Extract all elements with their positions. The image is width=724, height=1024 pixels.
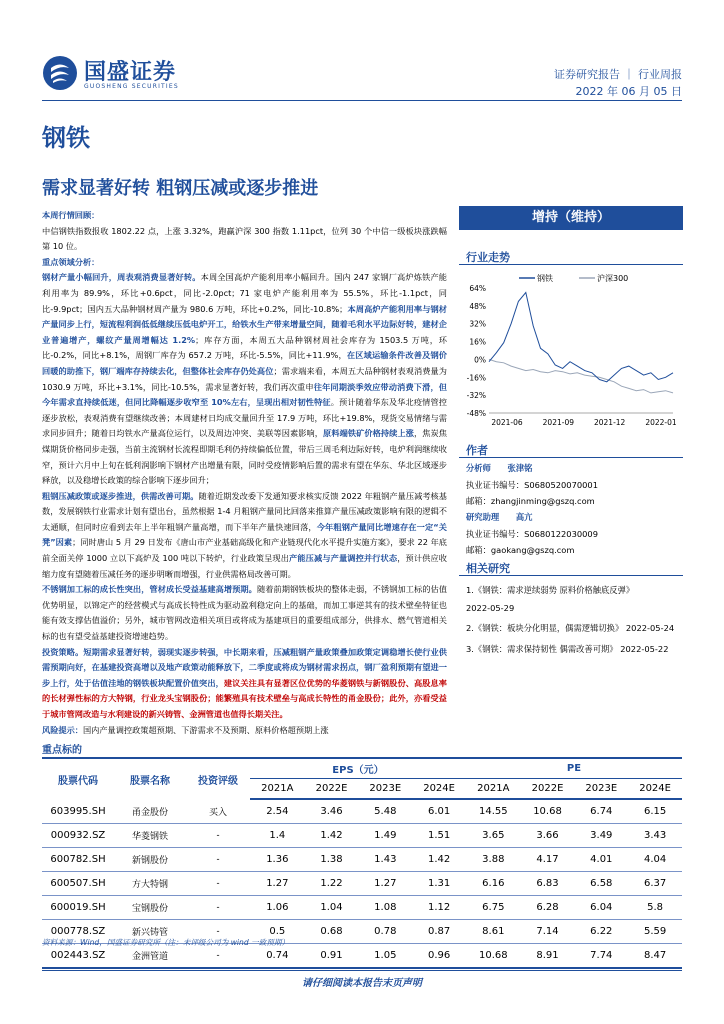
trend-divider xyxy=(459,264,683,265)
assistant-name: 高亢 xyxy=(515,512,533,522)
section-title-weekly-review: 本周行情回顾： xyxy=(42,210,100,220)
stock-rating: - xyxy=(216,878,220,889)
company-logo xyxy=(42,50,192,100)
paragraph-strategy: 投资策略。短期需求显著好转，弱现实逐步转强，中长期来看，压减粗钢产量政策叠加政策定调稳增长使行业供需预期向好，在基建投资高增以及地产政策动能释放下，二季度或将成为钢材需求拐点，钢厂盈利预期有望进一步上行，处于估值洼地的钢铁板块配置价值突出，建议关注具有显著区位优势的华菱钢铁与新钢股份、高股息率的长材弹性标的方大特钢，行业龙头宝钢股份；能繁殖具有技术壁垒与高成长特性的甬金股份；此外，亦看受益于城市管网改造与水利建设的新兴铸管、金洲管道也值得长期关注。 xyxy=(42,646,447,719)
table-cell: 7.74 xyxy=(590,950,613,961)
table-cell: 0.5 xyxy=(269,926,286,937)
y-tick-label: -48% xyxy=(466,409,486,418)
table-cell: 1.43 xyxy=(374,854,397,865)
assistant-cert: 执业证书编号：S0680122030009 xyxy=(466,529,598,539)
analyst-line xyxy=(466,462,532,474)
assistant-line xyxy=(466,511,532,523)
stock-name: 宝钢股份 xyxy=(131,904,168,914)
header-divider xyxy=(42,100,682,101)
author-title: 作者 xyxy=(466,444,488,457)
table-cell: 14.55 xyxy=(478,806,508,817)
stock-name: 华菱钢铁 xyxy=(131,832,168,842)
logo-english: GUOSHENG SECURITIES xyxy=(84,83,179,90)
table-cell: 3.66 xyxy=(536,830,559,841)
stock-code: 002443.SZ xyxy=(50,950,106,961)
header-year: 2022E xyxy=(305,779,359,800)
table-cell: 4.17 xyxy=(536,854,559,865)
table-cell: 0.87 xyxy=(427,926,451,937)
y-tick-label: -32% xyxy=(466,391,486,401)
legend-label-hs300: 沪深300 xyxy=(597,274,629,283)
table-cell: 6.01 xyxy=(427,806,451,817)
table-cell: 1.27 xyxy=(374,878,397,889)
header-year: 2021A xyxy=(250,779,305,800)
stock-code: 000932.SZ xyxy=(50,830,106,841)
stock-name: 方大特钢 xyxy=(131,880,168,890)
table-row xyxy=(42,896,682,920)
table-row xyxy=(42,872,682,896)
author-divider xyxy=(459,457,683,458)
analyst-label: 分析师 xyxy=(466,463,491,473)
table-cell: 0.91 xyxy=(320,950,343,961)
sector-title: 钢铁 xyxy=(42,124,90,152)
related-item[interactable]: 1.《钢铁：需求逆续弱势 原料价格触底反弹》 xyxy=(466,585,635,595)
x-tick-label: 2021-12 xyxy=(593,418,626,427)
series-line-hs300 xyxy=(489,359,673,393)
table-cell: 4.04 xyxy=(643,854,667,865)
table-cell: 1.49 xyxy=(374,830,397,841)
y-tick-label: 32% xyxy=(469,319,486,329)
table-cell: 1.51 xyxy=(427,830,451,841)
table-cell: 4.01 xyxy=(590,854,613,865)
table-cell: 1.36 xyxy=(266,854,289,865)
stock-rating: - xyxy=(216,926,220,937)
table-cell: 6.37 xyxy=(643,878,667,889)
table-cell: 6.74 xyxy=(590,806,613,817)
table-cell: 1.42 xyxy=(320,830,343,841)
table-cell: 1.22 xyxy=(320,878,343,889)
table-cell: 1.4 xyxy=(269,830,286,841)
stock-rating: - xyxy=(216,854,220,865)
table-cell: 3.46 xyxy=(320,806,343,817)
trend-title: 行业走势 xyxy=(466,251,510,264)
stock-name: 新兴铸管 xyxy=(131,928,168,938)
guosheng-logo-icon xyxy=(42,55,78,91)
table-cell: 0.74 xyxy=(266,950,289,961)
related-item[interactable]: 3.《钢铁：需求保持韧性 偶需改善可期》 2022-05-22 xyxy=(466,644,669,654)
x-tick-label: 2022-01 xyxy=(645,418,677,427)
analyst-cert: 执业证书编号：S0680520070001 xyxy=(466,480,598,490)
table-cell: 3.88 xyxy=(482,854,505,865)
paragraph-production-cut: 粗钢压减政策或逐步推进，供需改善可期。随着近期发改委下发通知要求核实反馈 2022 年粗钢产量压减考核基数，发展钢铁行业需求计划有望出台，虽然根据 1-4 月粗钢产量同比回落来推算产量压减政策影响有限的逻辑不太通顺，但同时应看到去年上半年粗钢产量高增，而下半年产量快速回落，今年粗钢产量同比增速存在一定“关凳”因素；同时唐山 5 月 29 日发布《唐山市产业基础高级化和产业链现代化水平提升实施方案》，要求 22 年底前全面关停 1000 立以下高炉及 100 吨以下转炉，行业政策呈现出产能压减与产量调控并行状态，预计供应收缩力度有望随着压减任务的逐步明晰而增强，行业供需格局改善可期。 xyxy=(42,490,447,579)
header-name: 股票名称 xyxy=(114,758,186,799)
table-cell: 8.47 xyxy=(643,950,667,961)
header-year: 2022E xyxy=(521,779,575,800)
table-cell: 3.49 xyxy=(590,830,613,841)
table-cell: 5.48 xyxy=(374,806,397,817)
related-title: 相关研究 xyxy=(466,562,510,575)
series-line-steel xyxy=(489,293,673,382)
table-cell: 8.91 xyxy=(536,950,559,961)
table-cell: 6.58 xyxy=(590,878,613,889)
table-cell: 3.43 xyxy=(643,830,667,841)
table-cell: 1.27 xyxy=(266,878,289,889)
related-item[interactable]: 2.《钢铁：板块分化明显，偶需逻辑切换》 2022-05-24 xyxy=(466,623,675,633)
table-cell: 1.42 xyxy=(427,854,451,865)
table-cell: 1.04 xyxy=(320,902,343,913)
x-tick-label: 2021-06 xyxy=(491,418,523,427)
paragraph-supply-demand: 钢材产量小幅回升，周表观消费显著好转。本周全国高炉产能利用率小幅回升。国内 247 家钢厂高炉炼铁产能利用率为 89.9%，环比+0.6pct，同比-2.0pct；71 家电炉产能利用率为 55.5%，环比-1.1pct，同比-9.9pct；国内五大品种钢材周产量为 980.6 万吨，环比+0.2%，同比-10.8%；本周高炉产能利用率与钢材产量同步上行，短流程利润低低继续压低电炉开工，给铁水生产带来增量空间，随着毛利水平边际好转，建材企业普遍增产，螺纹产量周增幅达 1.2%；库存方面，本周五大品种钢材周社会库存为 1503.5 万吨，环比-0.2%，同比+8.1%，周钢厂库存为 657.2 万吨，环比-5.5%，同比+11.9%，在区域运输条件改善及钢价回暖的助推下，钢厂端库存持续去化，但整体社会库存仍处高位；需求端来看，本周五大品种钢材表观消费量为 1030.9 万吨，环比+3.1%，同比-10.5%，需求显著好转，我们再次重申往年同期淡季效应带动消费下滑，但今年需求直持续低迷，但同比降幅逐步收窄至 10%左右，呈现出相对韧性特征。预计随着华东及华北疫情管控逐步放松，表观消费有望继续改善；本周建材日均成交量回升至 17.9 万吨，环比+19.8%，现货交易情绪与需求同步回升；随着日均铁水产量高位运行，以及周边冲突、美联等因素影响，原料端铁矿价格持续上涨，焦炭焦煤期货价格同步走强，当前主流钢材长流程即期毛利仍持续偏低位置，带后三周毛利边际好转，电炉利润继续收窄，预计六月中上旬在低利润影响下钢材产出增量有限，同时受疫情影响后置的需求有望在华东、华北区域逐步释放，以及稳增长政策的综合影响下逐步回升； xyxy=(42,272,447,486)
header-year: 2023E xyxy=(574,779,628,800)
stock-name: 甬金股份 xyxy=(131,807,168,818)
stock-rating: - xyxy=(216,902,220,913)
header-year: 2024E xyxy=(412,779,466,800)
table-cell: 1.31 xyxy=(427,878,451,889)
table-row xyxy=(42,848,682,872)
table-cell: 8.61 xyxy=(482,926,505,937)
header-year: 2021A xyxy=(466,779,521,800)
header-pe: PE xyxy=(466,758,682,779)
paragraph-risk: 风险提示：国内产量调控政策超预期、下游需求不及预期、原料价格超预期上涨 xyxy=(42,724,329,735)
table-cell: 5.59 xyxy=(643,926,667,937)
table-cell: 6.15 xyxy=(643,806,667,817)
header-year: 2024E xyxy=(628,779,682,800)
report-date: 2022 年 06 月 05 日 xyxy=(575,85,682,98)
table-cell: 3.65 xyxy=(482,830,505,841)
table-cell: 1.08 xyxy=(374,902,397,913)
logo-text: 国盛证券 xyxy=(84,60,177,85)
paragraph-stainless: 不锈钢加工标的成长性突出，管材成长受益基建高增预期。随着前期钢铁板块的整体走弱，不锈钢加工标的估值优势明显，以锦定产的经营模式与高成长特性成为驱动盈利稳定向上的基础，而加工事逆其有的技术壁垒特征也能有效支撑估值溢价；另外，城市管网改造相关项目或将成为基建项目的重要组成部分，供排水、燃气管道相关标的也有望受益基建投资增速趋势。 xyxy=(42,584,447,642)
industry-trend-chart xyxy=(459,268,683,438)
header-year: 2023E xyxy=(358,779,412,800)
legend-label-steel: 钢铁 xyxy=(537,274,553,283)
rating-badge: 增持（维持） xyxy=(459,206,683,230)
header-eps: EPS（元） xyxy=(250,758,466,779)
footer-divider xyxy=(42,970,682,971)
report-headline: 需求显著好转 粗钢压减或逐步推进 xyxy=(42,178,319,199)
stock-code: 000778.SZ xyxy=(50,926,106,937)
table-cell: 6.22 xyxy=(590,926,613,937)
report-body xyxy=(42,208,447,738)
stock-code: 600507.SH xyxy=(50,878,106,889)
table-cell: 6.04 xyxy=(590,902,613,913)
table-cell: 1.06 xyxy=(266,902,289,913)
analyst-name: 张津铭 xyxy=(507,463,533,473)
stock-rating: - xyxy=(216,830,220,841)
table-cell: 1.05 xyxy=(374,950,397,961)
stock-name: 新钢股份 xyxy=(131,856,168,866)
footer-disclaimer: 请仔细阅读本报告末页声明 xyxy=(302,978,422,989)
related-divider xyxy=(459,575,683,576)
report-type: 证券研究报告 ｜ 行业周报 xyxy=(554,68,682,81)
y-tick-label: 16% xyxy=(469,337,486,347)
related-item-date: 2022-05-29 xyxy=(466,603,515,613)
y-tick-label: 0% xyxy=(474,355,486,365)
assistant-label: 研究助理 xyxy=(466,512,500,522)
header-rating: 投资评级 xyxy=(186,758,250,799)
table-cell: 7.14 xyxy=(536,926,559,937)
table-cell: 6.28 xyxy=(536,902,559,913)
assistant-email[interactable]: 邮箱：gaokang@gszq.com xyxy=(466,545,575,555)
stock-name: 金洲管道 xyxy=(131,952,168,962)
table-row xyxy=(42,799,682,824)
table-cell: 2.54 xyxy=(266,806,289,817)
table-row xyxy=(42,824,682,848)
paragraph-weekly-review: 中信钢铁指数报收 1802.22 点，上涨 3.32%，跑赢沪深 300 指数 1.11pct，位列 30 个中信一级板块涨跌幅第 10 位。 xyxy=(42,225,447,252)
header-code: 股票代码 xyxy=(42,758,114,799)
table-cell: 10.68 xyxy=(533,806,562,817)
table-cell: 1.38 xyxy=(320,854,343,865)
table-title: 重点标的 xyxy=(42,745,82,756)
y-tick-label: 64% xyxy=(469,284,486,293)
table-cell: 10.68 xyxy=(478,950,508,961)
stock-code: 603995.SH xyxy=(50,805,106,817)
table-cell: 0.68 xyxy=(320,926,343,937)
table-cell: 0.96 xyxy=(427,950,451,961)
table-source: 资料来源：Wind，国盛证券研究所（注：未评级公司为 wind 一致预期） xyxy=(42,938,290,947)
stock-code: 600019.SH xyxy=(50,902,106,913)
section-title-key-areas: 重点领域分析： xyxy=(42,256,100,267)
stock-rating: 买入 xyxy=(208,807,227,818)
table-cell: 0.78 xyxy=(374,926,397,937)
y-tick-label: 48% xyxy=(469,301,486,311)
table-cell: 6.75 xyxy=(482,902,505,913)
table-cell: 6.16 xyxy=(482,878,505,889)
x-tick-label: 2021-09 xyxy=(542,418,575,427)
table-cell: 5.8 xyxy=(647,902,664,913)
analyst-email[interactable]: 邮箱：zhangjinming@gszq.com xyxy=(466,496,595,506)
chart-legend xyxy=(519,273,628,283)
stock-rating: - xyxy=(216,950,220,961)
table-cell: 1.12 xyxy=(427,902,451,913)
stock-code: 600782.SH xyxy=(50,854,106,865)
table-cell: 6.83 xyxy=(536,878,559,889)
y-tick-label: -16% xyxy=(466,373,486,383)
